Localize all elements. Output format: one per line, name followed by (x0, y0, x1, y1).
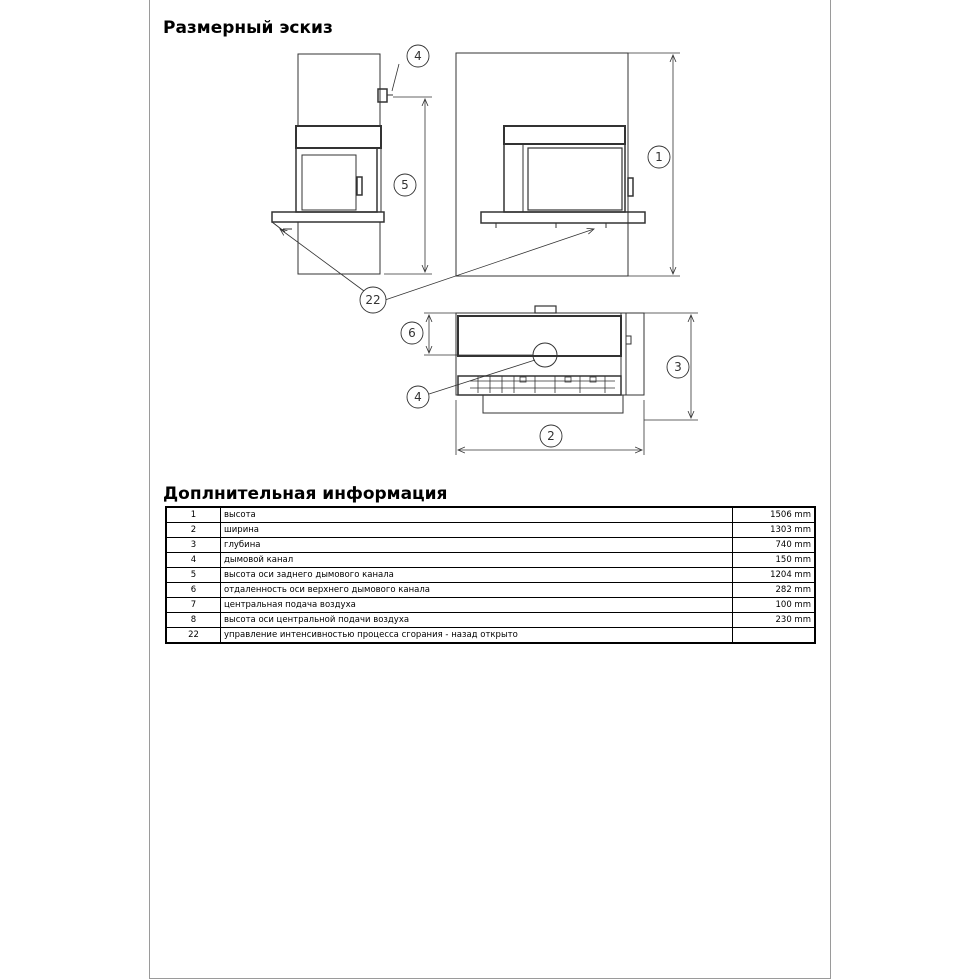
row-description: высота оси заднего дымового канала (221, 568, 733, 583)
callout-6: 6 (408, 326, 416, 340)
table-row (166, 613, 815, 628)
row-number: 6 (166, 583, 221, 598)
table-row (166, 553, 815, 568)
row-number: 5 (166, 568, 221, 583)
row-description: высота (221, 507, 733, 523)
table-row (166, 628, 815, 644)
row-number: 7 (166, 598, 221, 613)
row-value: 740 mm (733, 538, 815, 553)
row-value: 282 mm (733, 583, 815, 598)
row-number: 4 (166, 553, 221, 568)
row-value: 1506 mm (733, 507, 815, 523)
row-number: 2 (166, 523, 221, 538)
callout-circles (360, 45, 689, 447)
top-view (456, 306, 644, 413)
row-description: дымовой канал (221, 553, 733, 568)
table-row (166, 523, 815, 538)
row-description: высота оси центральной подачи воздуха (221, 613, 733, 628)
row-number: 1 (166, 507, 221, 523)
sketch-section-title: Размерный эскиз (163, 18, 333, 38)
table-row (166, 583, 815, 598)
row-value: 1204 mm (733, 568, 815, 583)
callout-4-bottom: 4 (414, 390, 422, 404)
callout-4-top: 4 (414, 49, 422, 63)
row-value: 150 mm (733, 553, 815, 568)
info-section-title: Доплнительная информация (163, 484, 448, 504)
callout-3: 3 (674, 360, 682, 374)
row-value: 100 mm (733, 598, 815, 613)
front-view (456, 53, 645, 276)
callout-22: 22 (365, 293, 381, 307)
row-value (733, 628, 815, 644)
callout-5: 5 (401, 178, 409, 192)
row-description: центральная подача воздуха (221, 598, 733, 613)
row-value: 230 mm (733, 613, 815, 628)
table-row (166, 507, 815, 523)
row-number: 8 (166, 613, 221, 628)
row-value: 1303 mm (733, 523, 815, 538)
side-view (272, 54, 393, 274)
dimension-sketch (0, 0, 980, 480)
table-row (166, 598, 815, 613)
row-number: 3 (166, 538, 221, 553)
row-description: ширина (221, 523, 733, 538)
callout-1: 1 (655, 150, 663, 164)
row-description: управление интенсивностью процесса сгорания - назад открыто (221, 628, 733, 644)
info-table (165, 506, 816, 644)
callout-2: 2 (547, 429, 555, 443)
row-number: 22 (166, 628, 221, 644)
row-description: глубина (221, 538, 733, 553)
row-description: отдаленность оси верхнего дымового канала (221, 583, 733, 598)
table-row (166, 568, 815, 583)
table-row (166, 538, 815, 553)
